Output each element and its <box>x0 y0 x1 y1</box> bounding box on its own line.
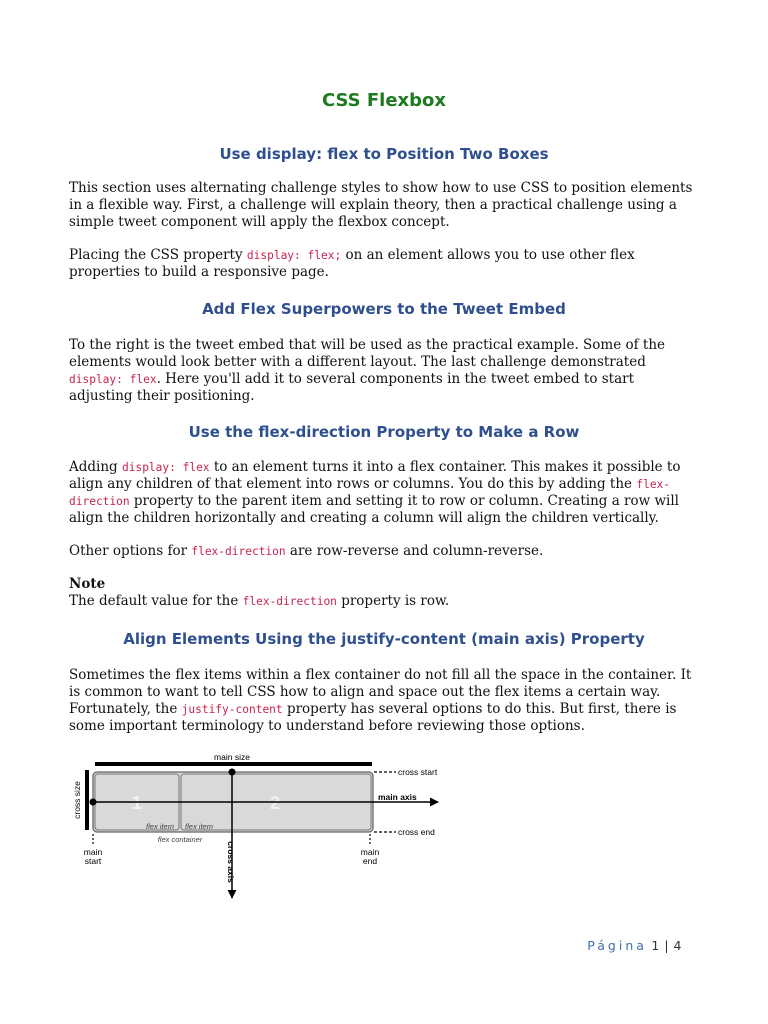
paragraph: Sometimes the flex items within a flex container do not fill all the space in the container. It is common to want to tell CSS how to align and space out the flex items a certain way. Fortunately, the justify-content property has several options to do this. But first, there is some important terminology to understand before reviewing those options. <box>69 667 692 734</box>
inline-code: display: flex; <box>246 249 342 262</box>
main-start-label-line2: start <box>84 856 102 866</box>
inline-code: flex-direction <box>191 545 286 558</box>
inline-code: flex-direction <box>69 478 671 508</box>
section-heading-justify-content: Align Elements Using the justify-content (main axis) Property <box>123 630 645 648</box>
inline-code: display: flex <box>121 461 210 474</box>
page-separator: | <box>664 938 670 953</box>
flex-item-1-number: 1 <box>131 793 143 813</box>
page-footer <box>587 938 682 953</box>
main-axis-label: main axis <box>378 792 417 802</box>
page-number: 1 <box>651 938 660 953</box>
paragraph: This section uses alternating challenge styles to show how to use CSS to position elements in a flexible way. First, a challenge will explain theory, then a practical challenge using a simple tweet component will apply the flexbox concept. <box>69 180 693 230</box>
flex-container-label: flex container <box>157 835 203 844</box>
main-size-label: main size <box>214 752 250 762</box>
flex-item-1-label: flex item <box>146 822 174 831</box>
paragraph: Placing the CSS property display: flex; on an element allows you to use other flex properties to build a responsive page. <box>69 247 635 280</box>
main-end-label-line1: main <box>360 847 380 857</box>
section-heading-display-flex: Use display: flex to Position Two Boxes <box>219 145 549 163</box>
page-word: Página <box>587 938 647 953</box>
cross-size-label: cross size <box>72 781 82 819</box>
inline-code: justify-content <box>181 703 283 716</box>
section-heading-tweet-embed: Add Flex Superpowers to the Tweet Embed <box>202 300 566 318</box>
paragraph: Other options for flex-direction are row-reverse and column-reverse. <box>69 543 544 559</box>
main-start-label-line1: main <box>83 847 103 857</box>
flex-item-2-number: 2 <box>269 793 281 813</box>
paragraph: Adding display: flex to an element turns it into a flex container. This makes it possible to align any children of that element into rows or columns. You do this by adding the flex-direction property to the parent item and setting it to row or column. Creating a row will align the children horizontally and creating a column will align the children vertically. <box>69 459 681 526</box>
paragraph: To the right is the tweet embed that will be used as the practical example. Some of the elements would look better with a different layout. The last challenge demonstrated display: flex. Here you'll add it to several components in the tweet embed to start adjusting their positioning. <box>69 337 666 404</box>
flexbox-diagram <box>60 748 460 903</box>
inline-code: display: flex <box>69 373 157 386</box>
note: Note The default value for the flex-direction property is row. <box>69 576 450 609</box>
section-heading-flex-direction: Use the flex-direction Property to Make a Row <box>188 423 580 441</box>
flex-item-2-label: flex item <box>185 822 213 831</box>
cross-start-label: cross start <box>398 767 438 777</box>
main-end-label-line2: end <box>362 856 378 866</box>
cross-end-label: cross end <box>398 827 435 837</box>
page-title: CSS Flexbox <box>321 90 447 111</box>
cross-axis-label: cross axis <box>226 841 236 883</box>
page-total: 4 <box>673 938 682 953</box>
inline-code: flex-direction <box>242 595 337 608</box>
note-label: Note <box>69 576 106 592</box>
